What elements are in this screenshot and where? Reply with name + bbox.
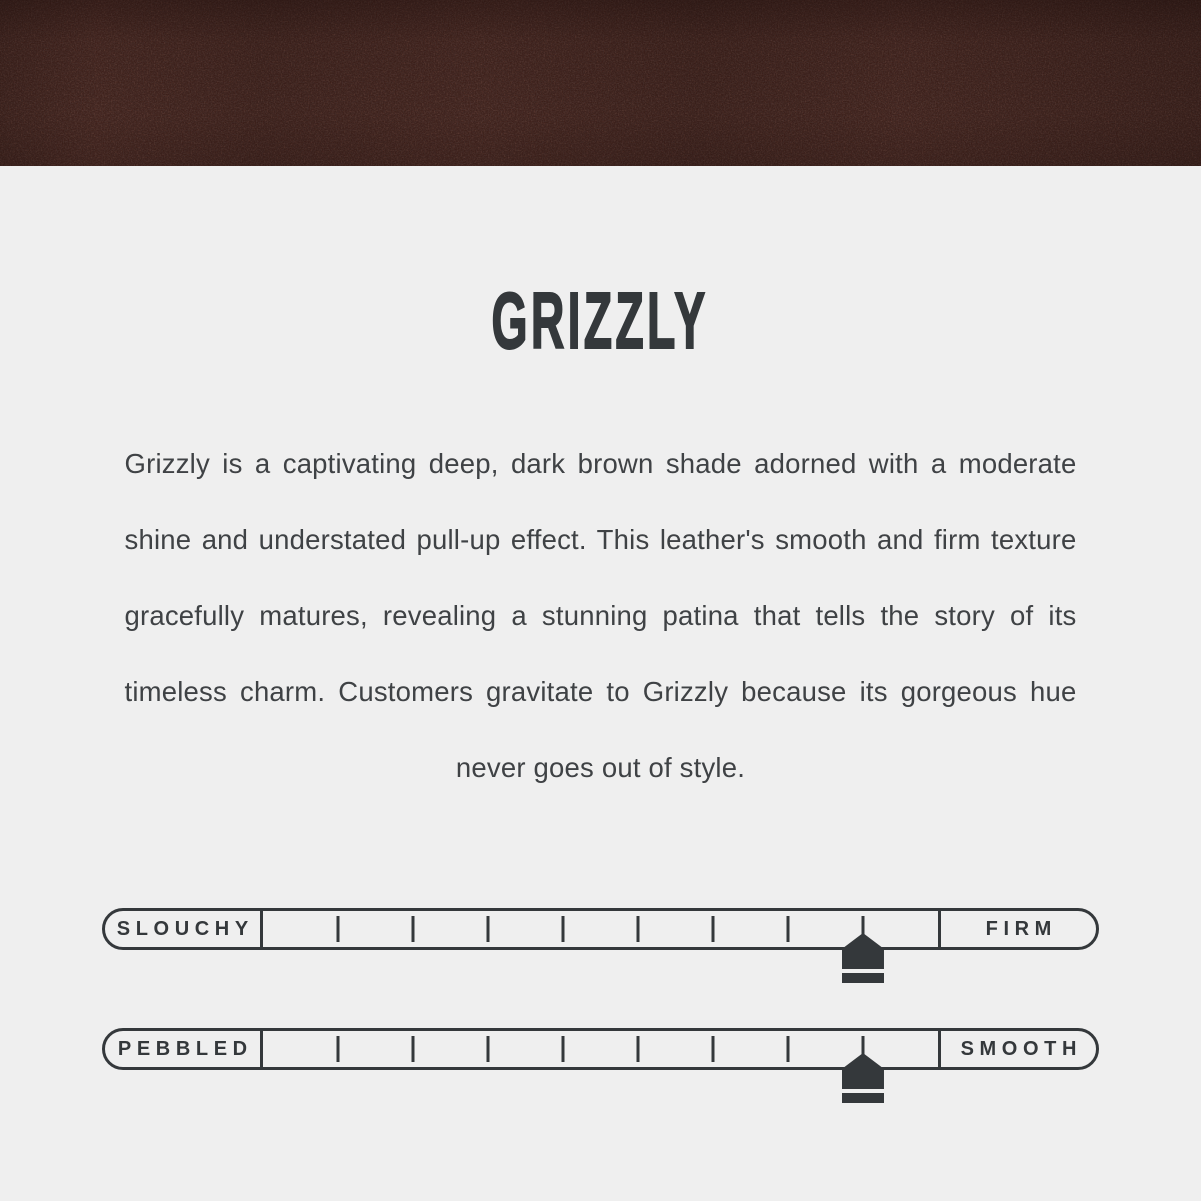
scale-right-label: FIRM (938, 911, 1096, 947)
leather-description-text: Grizzly is a captivating deep, dark brown shade adorned with a moderate shine and understated pull-up effect. This leather's smooth and firm texture gracefully matures, revealing a stunning patina that tells the story of its timeless charm. Customers gravitate to Grizzly because its gorgeous hue never goes out of style. (124, 448, 1077, 783)
pebbled-smooth-scale (102, 1028, 1099, 1070)
scale-tick (561, 916, 564, 942)
page-title: GRIZZLY (492, 276, 709, 365)
marker-arrow-up-icon (842, 933, 884, 969)
scale-tick (712, 1036, 715, 1062)
scale-tick (336, 1036, 339, 1062)
leather-swatch-image (0, 0, 1201, 166)
scale-tick (787, 1036, 790, 1062)
leather-texture-graphic (0, 0, 1201, 166)
scale-tick (487, 1036, 490, 1062)
scale-left-label: SLOUCHY (105, 911, 263, 947)
scale-tick (561, 1036, 564, 1062)
scale-left-label: PEBBLED (105, 1031, 263, 1067)
scale-tick (487, 916, 490, 942)
scale-tick (637, 916, 640, 942)
scale-track (263, 1031, 938, 1067)
scale-marker (842, 933, 884, 983)
slouchy-firm-scale (102, 908, 1099, 950)
scale-tick (336, 916, 339, 942)
scale-marker (842, 1053, 884, 1103)
marker-arrow-up-icon (842, 1053, 884, 1089)
title-row (0, 278, 1201, 364)
scale-tick (411, 916, 414, 942)
scale-tick (637, 1036, 640, 1062)
marker-base-bar (842, 973, 884, 983)
scale-right-label: SMOOTH (938, 1031, 1096, 1067)
scale-tick (712, 916, 715, 942)
scale-tick (411, 1036, 414, 1062)
leather-attribute-scales (102, 908, 1099, 1070)
scale-tick (787, 916, 790, 942)
marker-base-bar (842, 1093, 884, 1103)
scale-track (263, 911, 938, 947)
